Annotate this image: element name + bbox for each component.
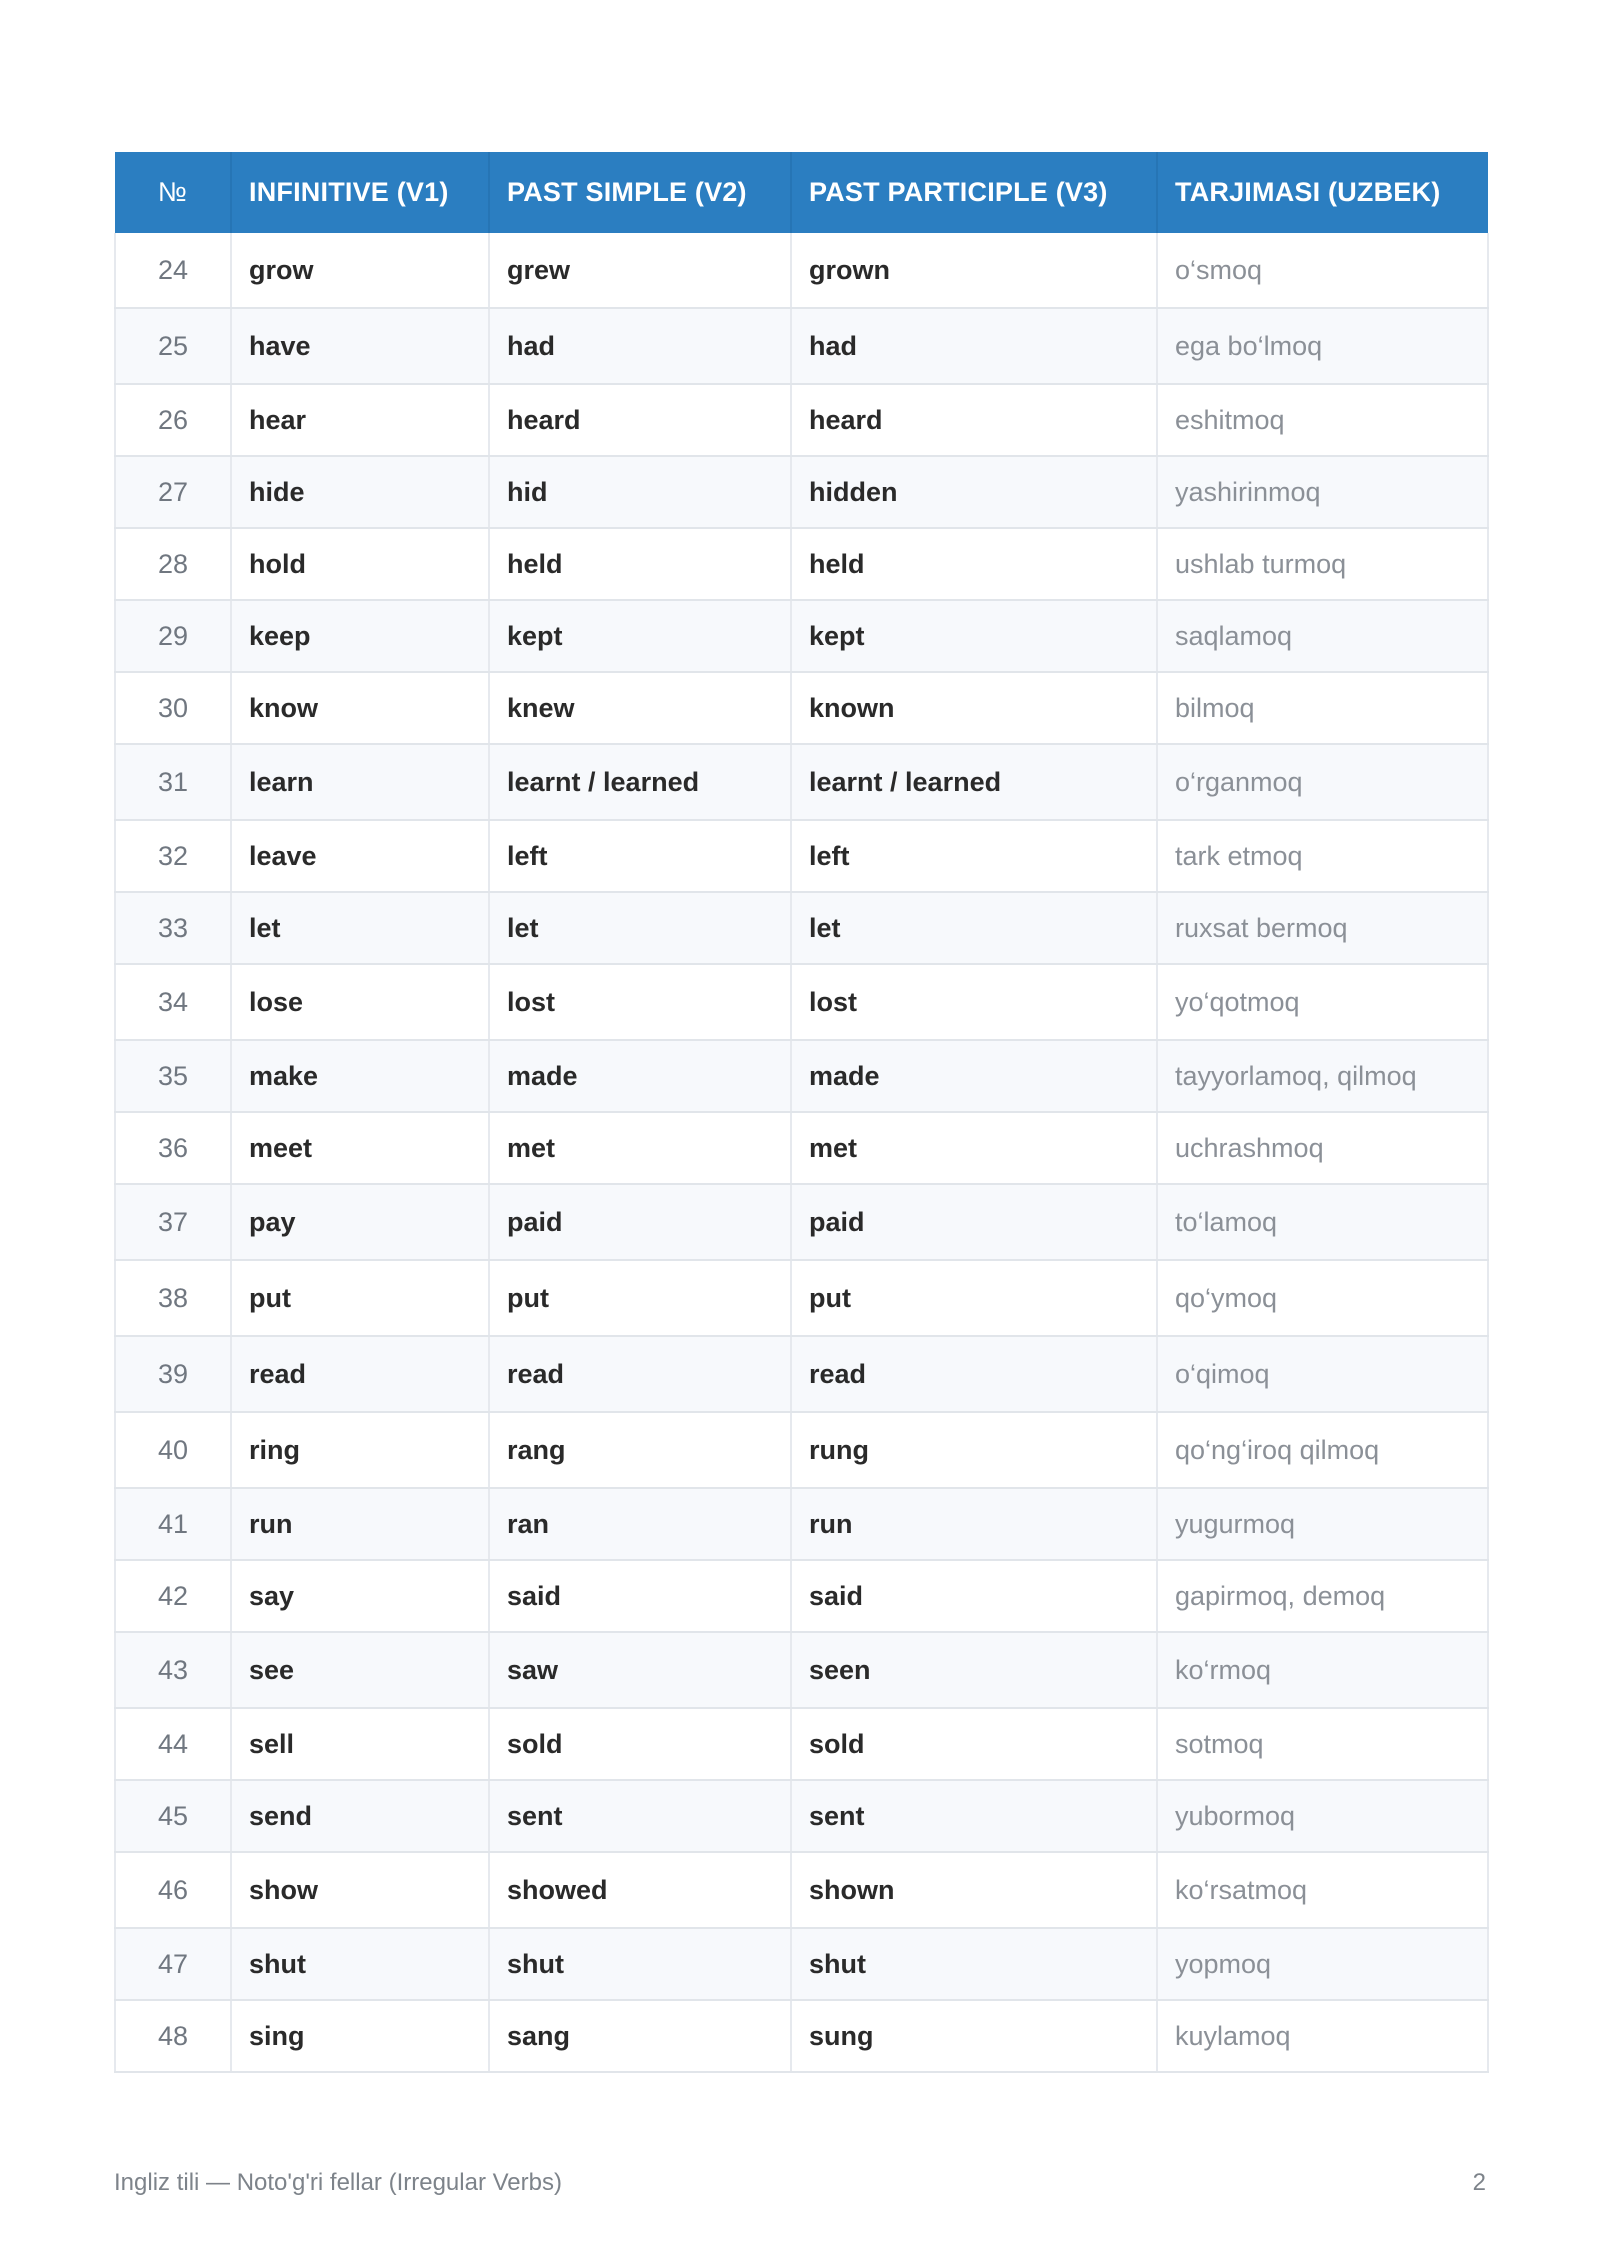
cell-number: 33 bbox=[115, 892, 231, 964]
cell-past-simple: hid bbox=[489, 456, 791, 528]
cell-number: 29 bbox=[115, 600, 231, 672]
cell-infinitive: sing bbox=[231, 2000, 489, 2072]
cell-past-simple: sold bbox=[489, 1708, 791, 1780]
cell-infinitive: lose bbox=[231, 964, 489, 1040]
table-row bbox=[115, 1560, 1488, 1632]
cell-translation: yopmoq bbox=[1157, 1928, 1488, 2000]
cell-past-simple: lost bbox=[489, 964, 791, 1040]
cell-past-participle: heard bbox=[791, 384, 1157, 456]
cell-past-simple: let bbox=[489, 892, 791, 964]
table-row bbox=[115, 1632, 1488, 1708]
cell-infinitive: run bbox=[231, 1488, 489, 1560]
cell-past-participle: lost bbox=[791, 964, 1157, 1040]
cell-past-participle: known bbox=[791, 672, 1157, 744]
header-past-participle: PAST PARTICIPLE (V3) bbox=[791, 152, 1157, 233]
cell-infinitive: put bbox=[231, 1260, 489, 1336]
cell-infinitive: let bbox=[231, 892, 489, 964]
cell-translation: qo‘ymoq bbox=[1157, 1260, 1488, 1336]
cell-number: 32 bbox=[115, 820, 231, 892]
table-row bbox=[115, 456, 1488, 528]
table-row bbox=[115, 308, 1488, 384]
cell-translation: qo‘ng‘iroq qilmoq bbox=[1157, 1412, 1488, 1488]
cell-translation: eshitmoq bbox=[1157, 384, 1488, 456]
header-infinitive: INFINITIVE (V1) bbox=[231, 152, 489, 233]
cell-past-simple: learnt / learned bbox=[489, 744, 791, 820]
cell-number: 34 bbox=[115, 964, 231, 1040]
cell-number: 28 bbox=[115, 528, 231, 600]
cell-translation: o‘smoq bbox=[1157, 233, 1488, 308]
cell-infinitive: sell bbox=[231, 1708, 489, 1780]
cell-number: 35 bbox=[115, 1040, 231, 1112]
cell-translation: o‘rganmoq bbox=[1157, 744, 1488, 820]
table-row bbox=[115, 1852, 1488, 1928]
cell-past-simple: shut bbox=[489, 1928, 791, 2000]
cell-past-participle: sold bbox=[791, 1708, 1157, 1780]
cell-past-participle: held bbox=[791, 528, 1157, 600]
cell-translation: yo‘qotmoq bbox=[1157, 964, 1488, 1040]
cell-past-simple: paid bbox=[489, 1184, 791, 1260]
cell-past-simple: made bbox=[489, 1040, 791, 1112]
cell-past-participle: kept bbox=[791, 600, 1157, 672]
cell-number: 36 bbox=[115, 1112, 231, 1184]
table-row bbox=[115, 1708, 1488, 1780]
cell-infinitive: hide bbox=[231, 456, 489, 528]
cell-past-simple: sang bbox=[489, 2000, 791, 2072]
cell-past-participle: met bbox=[791, 1112, 1157, 1184]
cell-past-participle: said bbox=[791, 1560, 1157, 1632]
table-row bbox=[115, 1928, 1488, 2000]
cell-infinitive: ring bbox=[231, 1412, 489, 1488]
cell-translation: ko‘rmoq bbox=[1157, 1632, 1488, 1708]
cell-infinitive: send bbox=[231, 1780, 489, 1852]
footer-page-number: 2 bbox=[1472, 2169, 1486, 2196]
cell-translation: tayyorlamoq, qilmoq bbox=[1157, 1040, 1488, 1112]
cell-past-participle: run bbox=[791, 1488, 1157, 1560]
cell-number: 44 bbox=[115, 1708, 231, 1780]
cell-number: 48 bbox=[115, 2000, 231, 2072]
cell-number: 39 bbox=[115, 1336, 231, 1412]
cell-number: 30 bbox=[115, 672, 231, 744]
cell-past-participle: had bbox=[791, 308, 1157, 384]
table-row bbox=[115, 1184, 1488, 1260]
cell-number: 37 bbox=[115, 1184, 231, 1260]
cell-infinitive: see bbox=[231, 1632, 489, 1708]
table-row bbox=[115, 1780, 1488, 1852]
cell-past-simple: held bbox=[489, 528, 791, 600]
cell-translation: ushlab turmoq bbox=[1157, 528, 1488, 600]
cell-translation: to‘lamoq bbox=[1157, 1184, 1488, 1260]
cell-number: 31 bbox=[115, 744, 231, 820]
cell-translation: sotmoq bbox=[1157, 1708, 1488, 1780]
cell-number: 43 bbox=[115, 1632, 231, 1708]
cell-past-participle: hidden bbox=[791, 456, 1157, 528]
cell-infinitive: keep bbox=[231, 600, 489, 672]
table-row bbox=[115, 600, 1488, 672]
cell-translation: ruxsat bermoq bbox=[1157, 892, 1488, 964]
table-row bbox=[115, 964, 1488, 1040]
cell-translation: tark etmoq bbox=[1157, 820, 1488, 892]
cell-number: 45 bbox=[115, 1780, 231, 1852]
cell-past-participle: made bbox=[791, 1040, 1157, 1112]
cell-translation: bilmoq bbox=[1157, 672, 1488, 744]
cell-translation: ko‘rsatmoq bbox=[1157, 1852, 1488, 1928]
cell-past-simple: put bbox=[489, 1260, 791, 1336]
cell-past-participle: put bbox=[791, 1260, 1157, 1336]
cell-infinitive: meet bbox=[231, 1112, 489, 1184]
cell-past-participle: paid bbox=[791, 1184, 1157, 1260]
cell-infinitive: leave bbox=[231, 820, 489, 892]
cell-translation: ega bo‘lmoq bbox=[1157, 308, 1488, 384]
cell-infinitive: make bbox=[231, 1040, 489, 1112]
cell-translation: saqlamoq bbox=[1157, 600, 1488, 672]
cell-number: 42 bbox=[115, 1560, 231, 1632]
cell-translation: uchrashmoq bbox=[1157, 1112, 1488, 1184]
cell-past-participle: seen bbox=[791, 1632, 1157, 1708]
table-row bbox=[115, 1488, 1488, 1560]
cell-number: 24 bbox=[115, 233, 231, 308]
cell-past-participle: sung bbox=[791, 2000, 1157, 2072]
cell-past-simple: had bbox=[489, 308, 791, 384]
cell-past-simple: heard bbox=[489, 384, 791, 456]
cell-past-participle: left bbox=[791, 820, 1157, 892]
cell-past-participle: shown bbox=[791, 1852, 1157, 1928]
cell-number: 25 bbox=[115, 308, 231, 384]
cell-past-participle: let bbox=[791, 892, 1157, 964]
cell-past-participle: rung bbox=[791, 1412, 1157, 1488]
cell-translation: gapirmoq, demoq bbox=[1157, 1560, 1488, 1632]
cell-translation: kuylamoq bbox=[1157, 2000, 1488, 2072]
header-past-simple: PAST SIMPLE (V2) bbox=[489, 152, 791, 233]
table-row bbox=[115, 820, 1488, 892]
cell-infinitive: know bbox=[231, 672, 489, 744]
cell-past-simple: knew bbox=[489, 672, 791, 744]
irregular-verbs-table bbox=[114, 152, 1489, 2073]
cell-translation: yashirinmoq bbox=[1157, 456, 1488, 528]
cell-past-simple: saw bbox=[489, 1632, 791, 1708]
cell-past-simple: left bbox=[489, 820, 791, 892]
footer-title: Ingliz tili — Noto'g'ri fellar (Irregular Verbs) bbox=[114, 2169, 562, 2196]
table-row bbox=[115, 1040, 1488, 1112]
table-row bbox=[115, 892, 1488, 964]
cell-infinitive: grow bbox=[231, 233, 489, 308]
cell-infinitive: say bbox=[231, 1560, 489, 1632]
table-row bbox=[115, 528, 1488, 600]
cell-translation: o‘qimoq bbox=[1157, 1336, 1488, 1412]
cell-past-participle: grown bbox=[791, 233, 1157, 308]
cell-past-participle: sent bbox=[791, 1780, 1157, 1852]
table-row bbox=[115, 1112, 1488, 1184]
cell-translation: yubormoq bbox=[1157, 1780, 1488, 1852]
cell-number: 38 bbox=[115, 1260, 231, 1336]
table-row bbox=[115, 384, 1488, 456]
cell-infinitive: show bbox=[231, 1852, 489, 1928]
cell-number: 27 bbox=[115, 456, 231, 528]
cell-infinitive: shut bbox=[231, 1928, 489, 2000]
cell-infinitive: have bbox=[231, 308, 489, 384]
table-row bbox=[115, 1412, 1488, 1488]
cell-infinitive: hear bbox=[231, 384, 489, 456]
cell-infinitive: hold bbox=[231, 528, 489, 600]
cell-past-participle: read bbox=[791, 1336, 1157, 1412]
cell-translation: yugurmoq bbox=[1157, 1488, 1488, 1560]
table-header-row bbox=[115, 152, 1488, 233]
cell-past-simple: sent bbox=[489, 1780, 791, 1852]
cell-past-simple: rang bbox=[489, 1412, 791, 1488]
table-row bbox=[115, 2000, 1488, 2072]
cell-number: 40 bbox=[115, 1412, 231, 1488]
cell-past-participle: shut bbox=[791, 1928, 1157, 2000]
cell-number: 41 bbox=[115, 1488, 231, 1560]
header-translation: TARJIMASI (UZBEK) bbox=[1157, 152, 1488, 233]
table-row bbox=[115, 672, 1488, 744]
cell-infinitive: pay bbox=[231, 1184, 489, 1260]
cell-past-simple: ran bbox=[489, 1488, 791, 1560]
table-row bbox=[115, 1260, 1488, 1336]
cell-past-simple: showed bbox=[489, 1852, 791, 1928]
header-number: № bbox=[115, 152, 231, 233]
cell-infinitive: learn bbox=[231, 744, 489, 820]
cell-past-simple: kept bbox=[489, 600, 791, 672]
cell-past-simple: read bbox=[489, 1336, 791, 1412]
table-row bbox=[115, 1336, 1488, 1412]
cell-number: 47 bbox=[115, 1928, 231, 2000]
cell-infinitive: read bbox=[231, 1336, 489, 1412]
cell-number: 26 bbox=[115, 384, 231, 456]
cell-past-participle: learnt / learned bbox=[791, 744, 1157, 820]
cell-number: 46 bbox=[115, 1852, 231, 1928]
cell-past-simple: met bbox=[489, 1112, 791, 1184]
cell-past-simple: said bbox=[489, 1560, 791, 1632]
table-row bbox=[115, 744, 1488, 820]
table-row bbox=[115, 233, 1488, 308]
cell-past-simple: grew bbox=[489, 233, 791, 308]
